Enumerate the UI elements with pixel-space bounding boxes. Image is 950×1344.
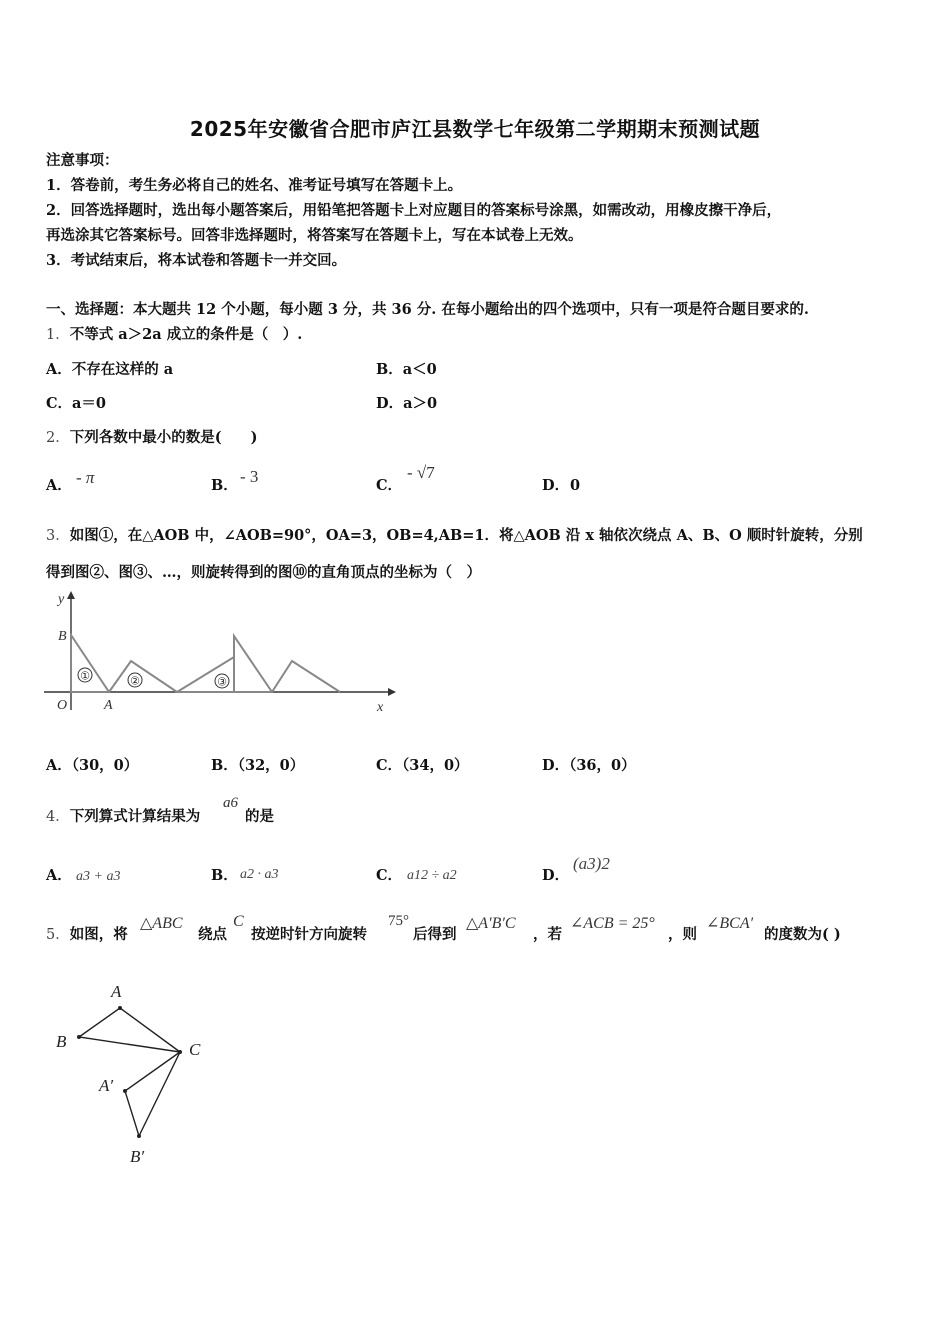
option-b-label: B． [211, 477, 238, 494]
question-stem: 下列算式计算结果为 [69, 808, 201, 825]
stem-math: a6 [223, 795, 238, 811]
question-number: 4． [46, 809, 70, 825]
figure-label-o: O [57, 698, 68, 713]
figure-label-2: ② [130, 675, 140, 688]
triangle-abc [79, 1008, 180, 1052]
option-a-label: A． [46, 477, 72, 494]
option-d: D．a＞0 [376, 395, 438, 412]
figure-label-b: B [58, 629, 67, 644]
question-number: 5． [46, 927, 70, 943]
question-5 [46, 926, 128, 944]
question-stem: 如图，将 [69, 926, 128, 943]
option-c-label: C． [376, 867, 403, 884]
notice-item: 1．答卷前，考生务必将自己的姓名、准考证号填写在答题卡上。 [46, 177, 463, 194]
y-axis-arrow [67, 591, 75, 599]
section-heading: 一、选择题：本大题共 12 个小题，每小题 3 分，共 36 分. 在每小题给出的四个选项中，只有一项是符合题目要求的. [46, 301, 809, 318]
figure-label-a: A [104, 698, 113, 713]
stem-text: ，则 [668, 926, 697, 943]
figure-label-b-prime: B′ [130, 1147, 145, 1166]
option-d: D．（36，0） [542, 757, 636, 774]
figure-label-a-prime: A′ [99, 1076, 114, 1095]
figure-label-3: ③ [217, 676, 227, 689]
notice-item: 2．回答选择题时，选出每小题答案后，用铅笔把答题卡上对应题目的答案标号涂黑，如需改动，用橡皮擦干净后， [46, 202, 782, 219]
question-2 [46, 429, 257, 447]
figure-label-c: C [189, 1040, 201, 1059]
option-d-math: 0 [570, 477, 581, 494]
rotation-triangle-figure [40, 975, 240, 1175]
question-stem: 如图①，在△AOB 中，∠AOB=90°，OA=3，OB=4,AB=1．将△AOB 沿 x 轴依次绕点 A、B、O 顺时针旋转，分别 [69, 527, 863, 544]
option-d-math: (a3)2 [573, 854, 610, 873]
stem-text: ，若 [533, 926, 562, 943]
notice-heading: 注意事项： [46, 152, 119, 169]
option-c-math: - √7 [407, 463, 435, 482]
question-number: 2． [46, 430, 70, 446]
stem-math: △ABC [140, 915, 183, 932]
page-title: 2025年安徽省合肥市庐江县数学七年级第二学期期末预测试题 [189, 117, 761, 141]
stem-text: 后得到 [413, 926, 457, 943]
question-3 [46, 527, 863, 545]
triangle-4 [234, 636, 272, 692]
option-a-math: - π [76, 468, 95, 487]
option-d-label: D． [542, 477, 570, 494]
option-d-label: D． [542, 867, 570, 884]
point-c [178, 1050, 182, 1054]
stem-math: 75° [388, 913, 409, 929]
option-c: C．a＝0 [46, 395, 107, 412]
point-b [77, 1035, 81, 1039]
stem-text: 的度数为( ) [764, 926, 841, 943]
stem-text: 绕点 [198, 926, 227, 943]
notice-item: 3．考试结束后，将本试卷和答题卡一并交回。 [46, 252, 347, 269]
stem-text: 按逆时针方向旋转 [251, 926, 367, 943]
option-a-math: a3 + a3 [76, 869, 121, 884]
option-a: A．（30，0） [46, 757, 139, 774]
point-b-prime [137, 1134, 141, 1138]
stem-math: ∠BCA′ [706, 915, 754, 932]
figure-label-a: A [111, 982, 122, 1001]
figure-label-1: ① [80, 670, 90, 683]
triangle-a1b1c [125, 1052, 180, 1136]
rotation-figure [40, 585, 400, 720]
option-c: C．（34，0） [376, 757, 469, 774]
stem-math: ∠ACB = 25° [570, 915, 655, 932]
triangle-1 [71, 635, 109, 692]
question-number: 3． [46, 528, 70, 544]
question-4 [46, 808, 200, 826]
point-a-prime [123, 1089, 127, 1093]
triangle-2 [109, 661, 177, 692]
stem-math: △A′B′C [466, 915, 516, 932]
figure-label-b: B [56, 1032, 67, 1051]
question-stem: 下列各数中最小的数是( ) [69, 429, 258, 446]
option-b-label: B． [211, 867, 238, 884]
question-stem-end: 的是 [245, 808, 274, 825]
x-axis-arrow [388, 688, 396, 696]
question-stem-cont: 得到图②、图③、…，则旋转得到的图⑩的直角顶点的坐标为（ ） [46, 564, 481, 581]
option-c-label: C． [376, 477, 403, 494]
option-b: B．a＜0 [376, 361, 437, 378]
figure-label-x: x [377, 700, 384, 715]
triangle-5 [272, 661, 340, 692]
question-stem: 不等式 a＞2a 成立的条件是（ ）. [69, 326, 303, 343]
option-b-math: - 3 [240, 467, 259, 486]
question-number: 1． [46, 327, 70, 343]
question-1 [46, 326, 302, 344]
figure-label-y: y [58, 592, 65, 607]
stem-math: C [233, 913, 244, 930]
point-a [118, 1006, 122, 1010]
option-a: A．不存在这样的 a [46, 361, 174, 378]
notice-item: 再选涂其它答案标号。回答非选择题时，将答案写在答题卡上，写在本试卷上无效。 [46, 227, 583, 244]
option-b: B．（32，0） [211, 757, 305, 774]
option-b-math: a2 · a3 [240, 867, 279, 882]
option-c-math: a12 ÷ a2 [407, 868, 457, 883]
option-a-label: A． [46, 867, 72, 884]
